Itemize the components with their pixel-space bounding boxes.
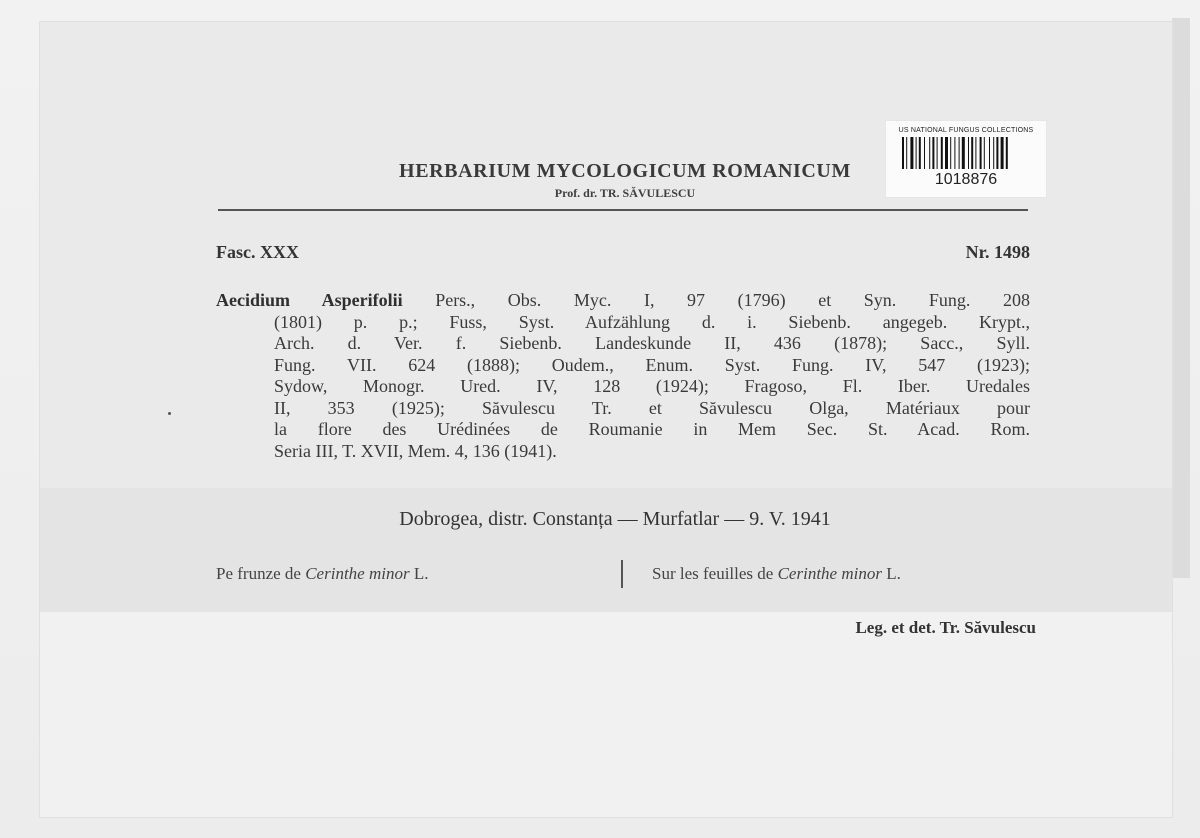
collection-locality: Dobrogea, distr. Constanța — Murfatlar — 9. V. 1941 [399,508,831,530]
label-shade-band [40,488,1172,612]
citation-line-8: Seria III, T. XVII, Mem. 4, 136 (1941). [274,440,557,461]
barcode-bar [989,137,990,169]
host-separator [621,560,623,588]
barcode-bar [950,137,951,169]
paper-speck [168,412,171,415]
label-lower-area [40,612,1172,817]
barcode-bar [993,137,994,169]
header-divider [218,209,1028,211]
barcode-heading: US NATIONAL FUNGUS COLLECTIONS [898,127,1034,134]
barcode-bar [996,137,998,169]
host-romanian: Pe frunze de Cerinthe minor L. [216,564,429,583]
specimen-number: Nr. 1498 [965,242,1030,262]
barcode-bar [1006,137,1008,169]
citation-line-6: II, 353 (1925); Săvulescu Tr. et Săvulescu Olga, Matériaux pour [274,397,1030,418]
host-taxon: Cerinthe minor [305,564,410,583]
barcode-bar [968,137,969,169]
citation-line-7: la flore des Urédinées de Roumanie in Mem Sec. St. Acad. Rom. [274,419,1030,439]
barcode-bar [980,137,982,169]
citation-line-5: Sydow, Monogr. Ured. IV, 128 (1924); Fragoso, Fl. Iber. Uredales [274,376,1030,396]
herbarium-subtitle: Prof. dr. TR. SĂVULESCU [554,186,696,200]
citation-line-3: Arch. d. Ver. f. Siebenb. Landeskunde II, 436 (1878); Sacc., Syll. [274,333,1030,353]
barcode-bar [1001,137,1004,169]
citation-line-2: (1801) p. p.; Fuss, Syst. Aufzählung d. i. Siebenb. angegeb. Krypt., [274,311,1030,332]
paper-edge [1172,18,1190,578]
citation-line-1: Aecidium Asperifolii Pers., Obs. Myc. I, 97 (1796) et Syn. Fung. 208 [216,290,1030,310]
host-french: Sur les feuilles de Cerinthe minor L. [652,564,901,583]
barcode-bar [959,137,960,169]
herbarium-title: HERBARIUM MYCOLOGICUM ROMANICUM [399,160,851,182]
collector: Leg. et det. Tr. Săvulescu [855,618,1036,637]
barcode-bar [984,137,985,169]
barcode-bar [954,137,955,169]
barcode-bar [962,137,965,169]
species-name: Aecidium Asperifolii [216,290,403,310]
barcode-number: 1018876 [934,171,998,188]
host-taxon: Cerinthe minor [777,564,882,583]
barcode-bar [971,137,973,169]
citation-line-4: Fung. VII. 624 (1888); Oudem., Enum. Syst. Fung. IV, 547 (1923); [274,354,1030,375]
barcode-bar [975,137,976,169]
taxon-citation [216,290,1030,462]
fascicle-number: Fasc. XXX [216,242,299,262]
